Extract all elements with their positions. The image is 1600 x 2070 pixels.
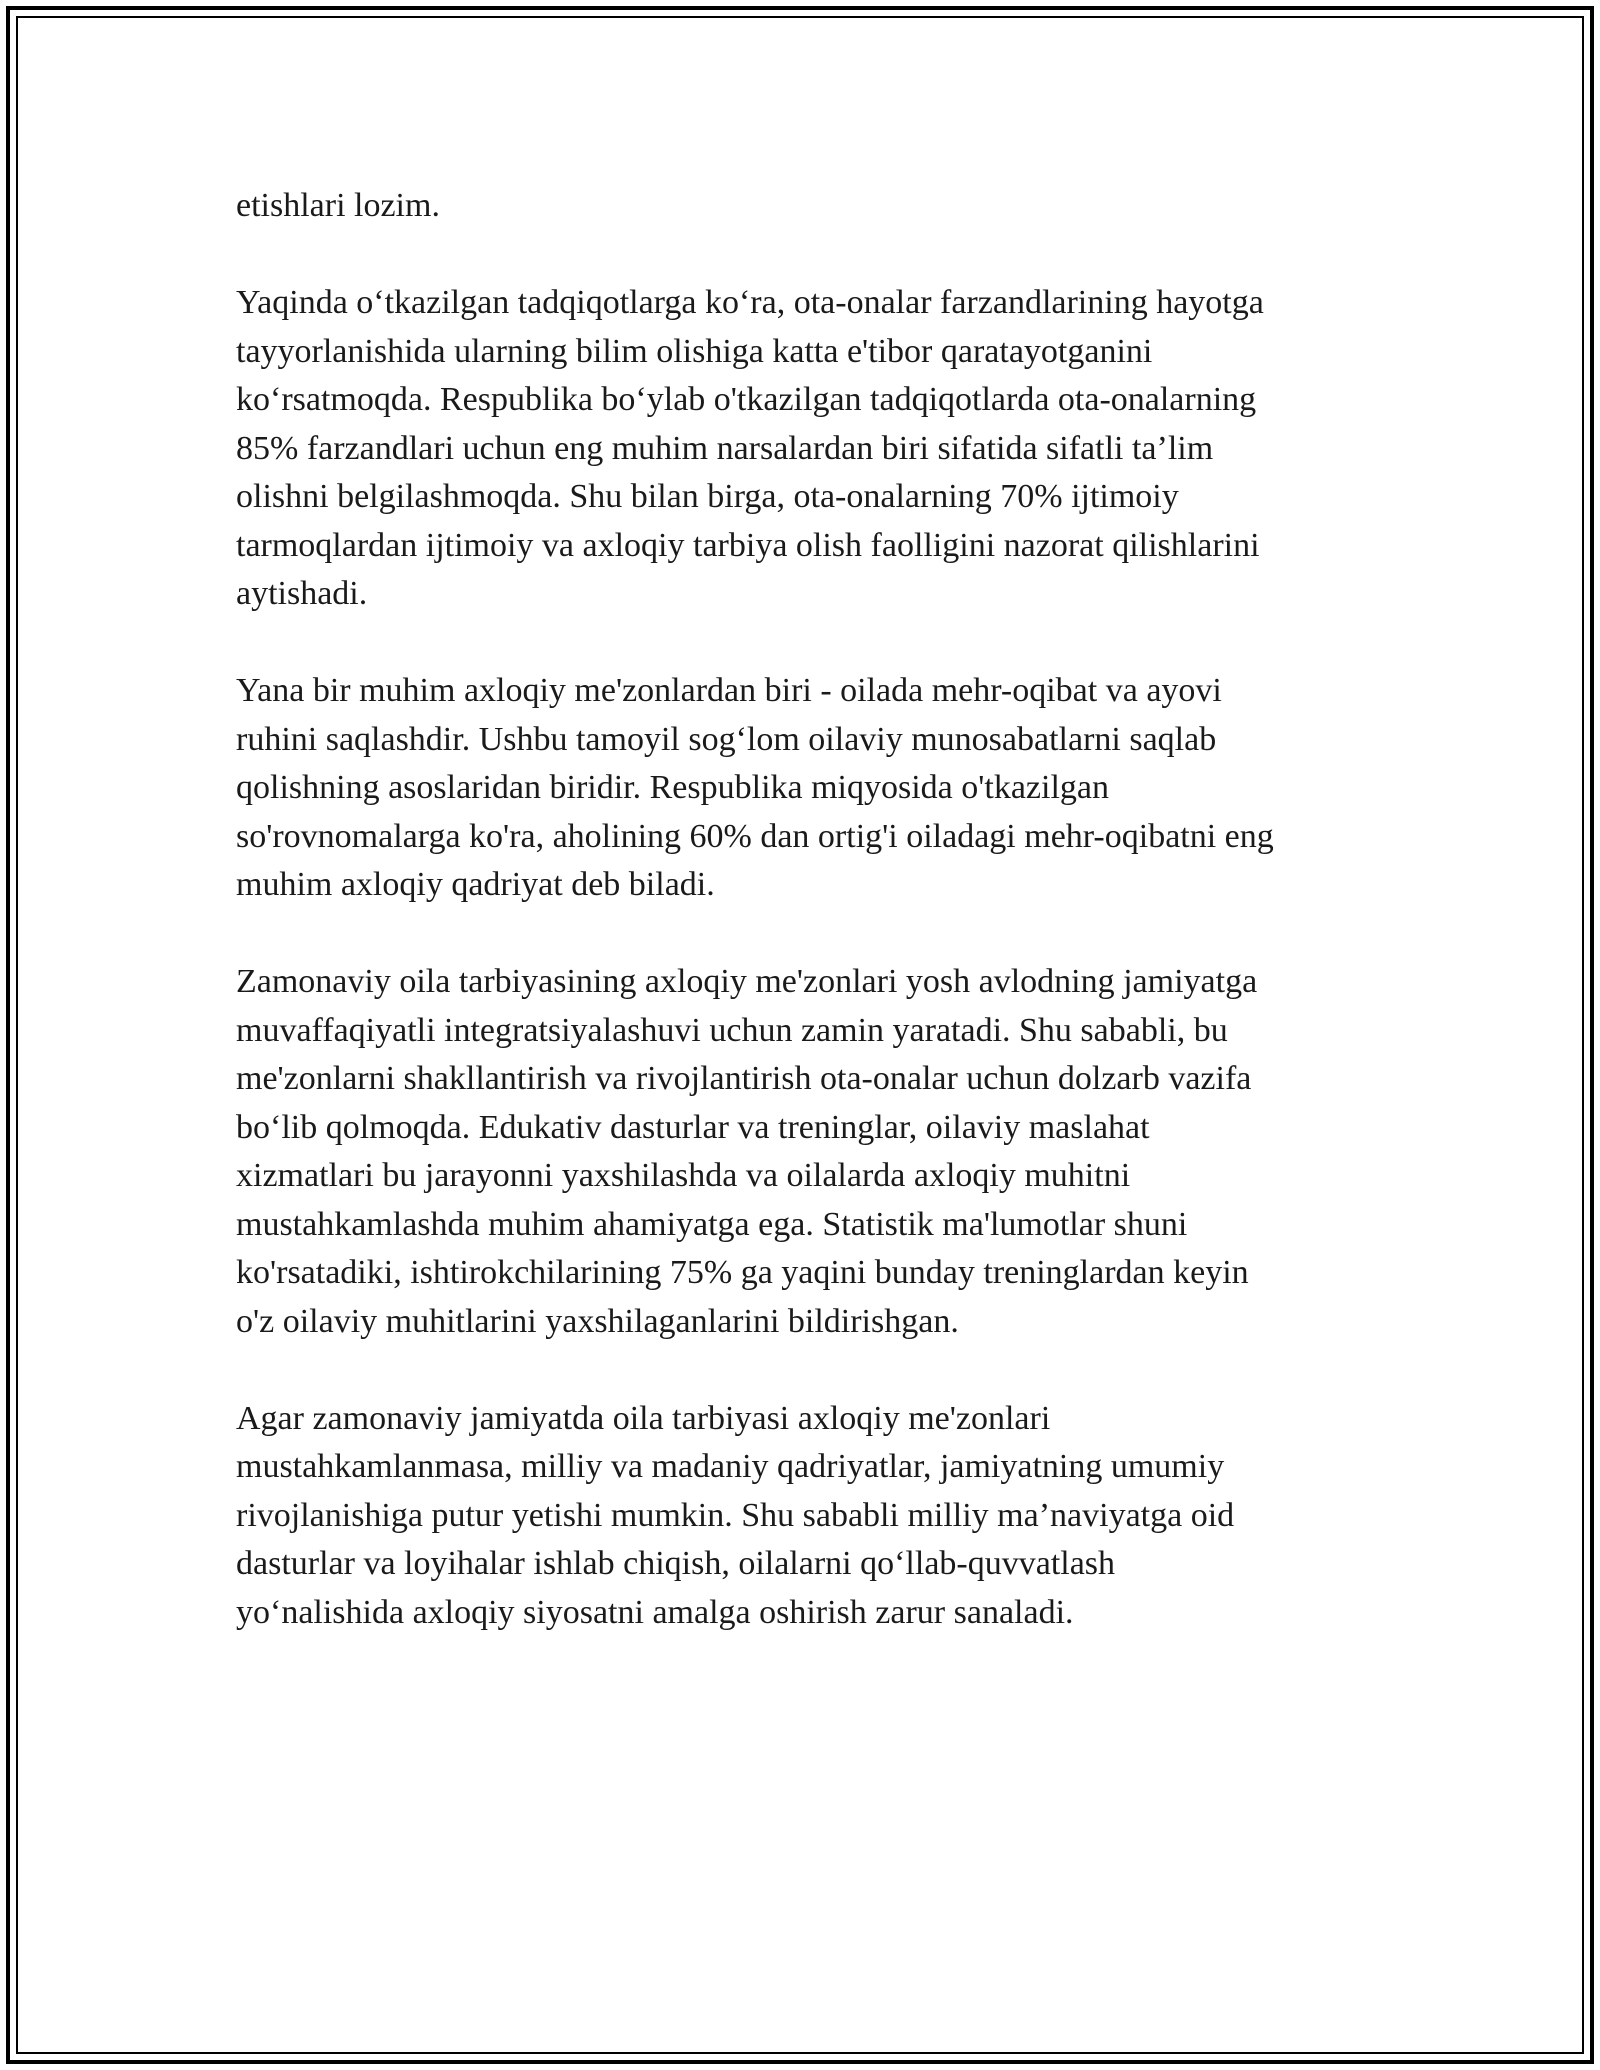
paragraph xyxy=(236,958,1386,1346)
text-line: mustahkamlanmasa, milliy va madaniy qadriyatlar, jamiyatning umumiy xyxy=(236,1448,1225,1485)
text-line: tayyorlanishida ularning bilim olishiga katta e'tibor qaratayotganini xyxy=(236,332,1153,370)
text-line: dasturlar va loyihalar ishlab chiqish, oilalarni qo‘llab-quvvatlash xyxy=(236,1545,1116,1582)
text-line: etishlari lozim. xyxy=(236,187,440,224)
text-line: olishni belgilashmoqda. Shu bilan birga, ota-onalarning 70% ijtimoiy xyxy=(236,478,1179,515)
text-line: ko'rsatadiki, ishtirokchilarining 75% ga yaqini bunday treninglardan keyin xyxy=(236,1254,1249,1291)
text-line: rivojlanishiga putur yetishi mumkin. Shu sababli milliy ma’naviyatga oid xyxy=(236,1496,1235,1534)
text-line: 85% farzandlari uchun eng muhim narsalardan biri sifatida sifatli ta’lim xyxy=(236,429,1214,467)
text-line: muvaffaqiyatli integratsiyalashuvi uchun zamin yaratadi. Shu sababli, bu xyxy=(236,1011,1228,1049)
text-line: Yaqinda o‘tkazilgan tadqiqotlarga ko‘ra, ota-onalar farzandlarining hayotga xyxy=(236,284,1264,321)
text-line: me'zonlarni shakllantirish va rivojlantirish ota-onalar uchun dolzarb vazifa xyxy=(236,1060,1252,1097)
paragraph xyxy=(236,182,1386,231)
text-line: muhim axloqiy qadriyat deb biladi. xyxy=(236,866,715,903)
document-body xyxy=(236,182,1386,1686)
text-line: Agar zamonaviy jamiyatda oila tarbiyasi axloqiy me'zonlari xyxy=(236,1399,1051,1437)
text-line: aytishadi. xyxy=(236,575,368,612)
paragraph xyxy=(236,667,1386,910)
text-line: o'z oilaviy muhitlarini yaxshilaganlarini bildirishgan. xyxy=(236,1302,959,1340)
text-line: ruhini saqlashdir. Ushbu tamoyil sog‘lom oilaviy munosabatlarni saqlab xyxy=(236,720,1217,758)
text-line: qolishning asoslaridan biridir. Respublika miqyosida o'tkazilgan xyxy=(236,769,1110,806)
text-line: bo‘lib qolmoqda. Edukativ dasturlar va treninglar, oilaviy maslahat xyxy=(236,1108,1150,1146)
text-line: ko‘rsatmoqda. Respublika bo‘ylab o'tkazilgan tadqiqotlarda ota-onalarning xyxy=(236,381,1257,418)
text-line: tarmoqlardan ijtimoiy va axloqiy tarbiya olish faolligini nazorat qilishlarini xyxy=(236,526,1260,564)
paragraph xyxy=(236,279,1386,619)
text-line: so'rovnomalarga ko'ra, aholining 60% dan ortig'i oiladagi mehr-oqibatni eng xyxy=(236,817,1274,855)
paragraph xyxy=(236,1395,1386,1638)
text-line: Zamonaviy oila tarbiyasining axloqiy me'zonlari yosh avlodning jamiyatga xyxy=(236,963,1258,1000)
text-line: yo‘nalishida axloqiy siyosatni amalga oshirish zarur sanaladi. xyxy=(236,1593,1074,1631)
text-line: xizmatlari bu jarayonni yaxshilashda va oilalarda axloqiy muhitni xyxy=(236,1157,1131,1194)
text-line: Yana bir muhim axloqiy me'zonlardan biri - oilada mehr-oqibat va ayovi xyxy=(236,672,1222,709)
text-line: mustahkamlashda muhim ahamiyatga ega. Statistik ma'lumotlar shuni xyxy=(236,1205,1188,1243)
